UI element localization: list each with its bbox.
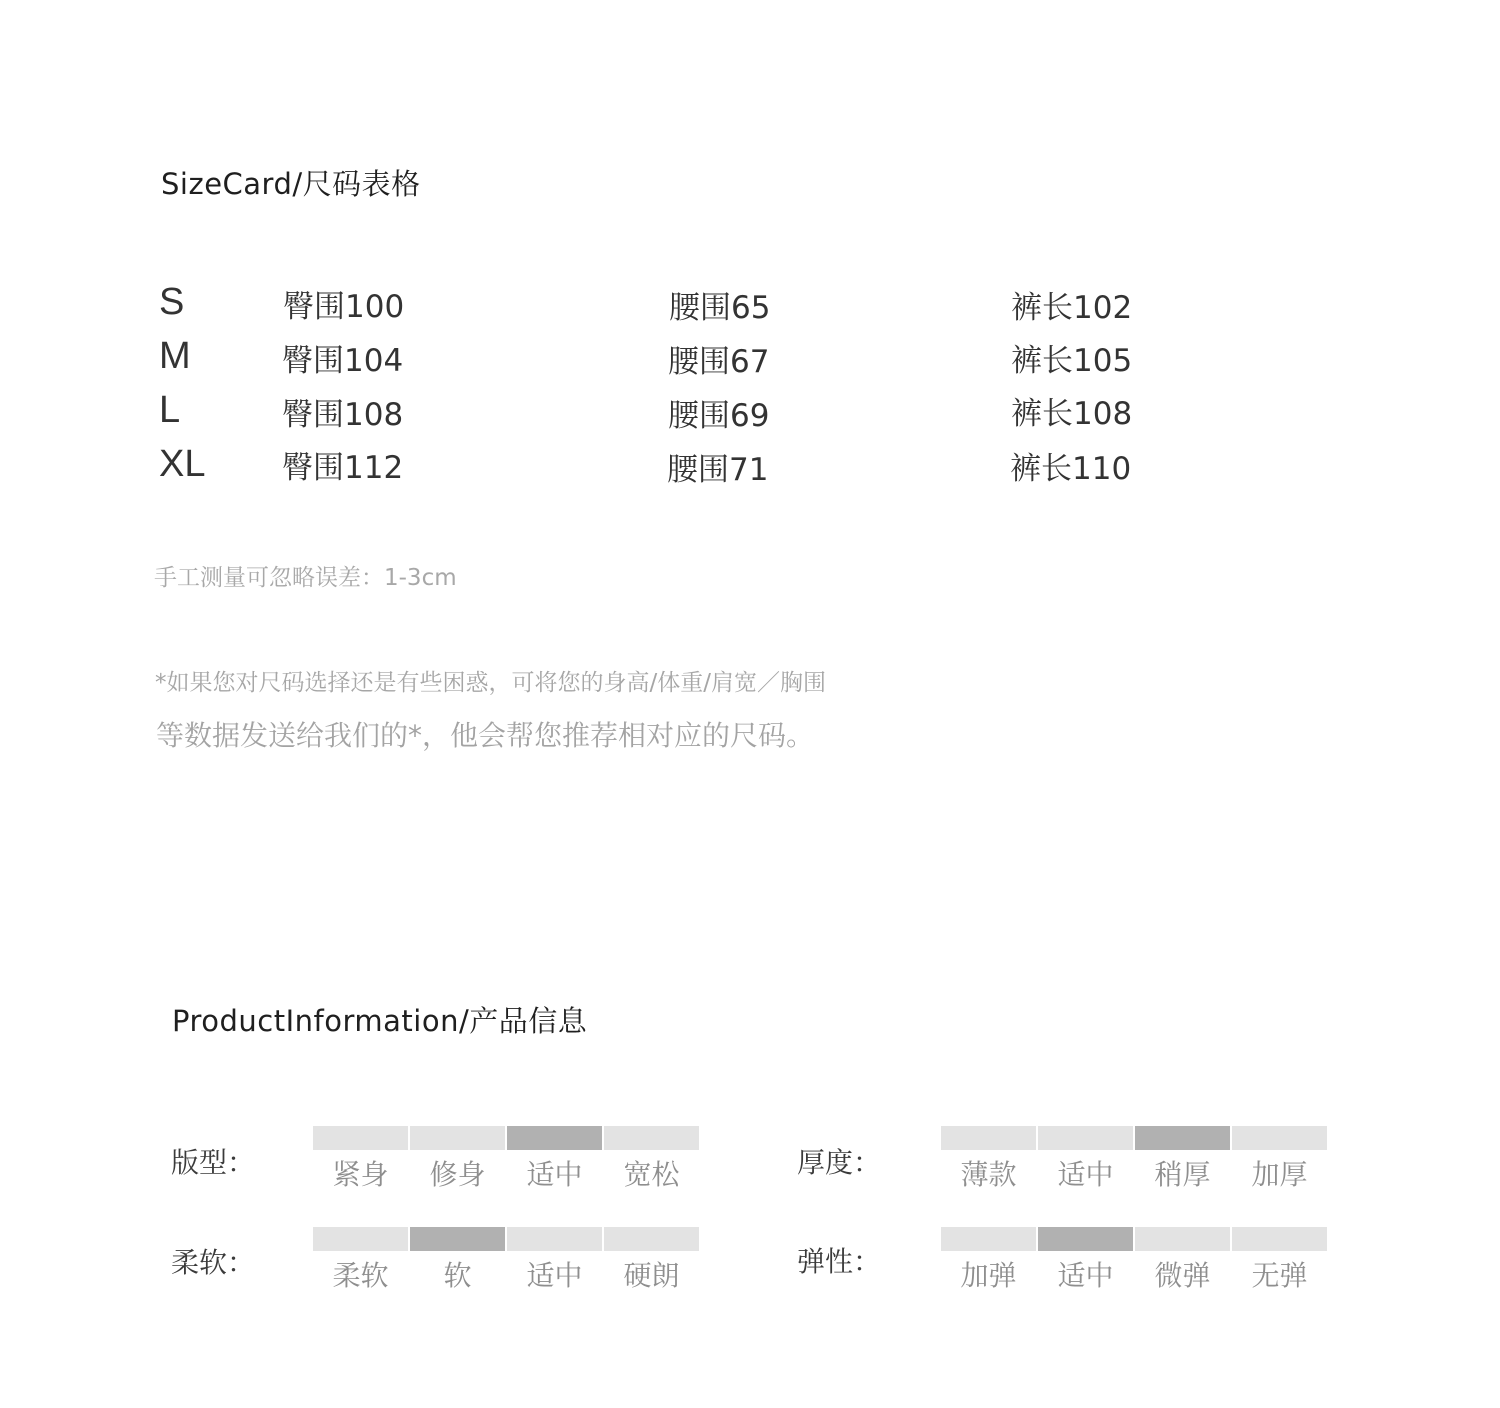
thickness-option-2 <box>1135 1126 1230 1196</box>
elasticity-scale <box>941 1227 1327 1297</box>
softness-option-label: 硬朗 <box>623 1259 680 1292</box>
elasticity-option-0 <box>941 1227 1036 1297</box>
waist-measure-m: 腰围67 <box>668 344 770 380</box>
elasticity-option-label: 适中 <box>1057 1259 1114 1292</box>
thickness-scale <box>941 1126 1327 1196</box>
waist-measure-l: 腰围69 <box>668 398 770 434</box>
thickness-option-3 <box>1232 1126 1327 1196</box>
waist-measure-s: 腰围65 <box>669 290 771 326</box>
softness-option-label: 软 <box>443 1259 472 1292</box>
softness-option-label: 适中 <box>526 1259 583 1292</box>
fit-option-bar <box>410 1126 505 1150</box>
softness-option-bar <box>410 1227 505 1251</box>
fit-option-1 <box>410 1126 505 1196</box>
elasticity-option-3 <box>1232 1227 1327 1297</box>
thickness-option-0 <box>941 1126 1036 1196</box>
measurement-tolerance-note: 手工测量可忽略误差：1-3cm <box>154 565 457 591</box>
elasticity-label: 弹性： <box>797 1245 882 1278</box>
fit-option-2 <box>507 1126 602 1196</box>
softness-option-bar <box>507 1227 602 1251</box>
fit-option-label: 宽松 <box>623 1158 680 1191</box>
elasticity-option-1 <box>1038 1227 1133 1297</box>
elasticity-option-bar <box>1232 1227 1327 1251</box>
fit-option-bar <box>507 1126 602 1150</box>
softness-label: 柔软： <box>171 1246 256 1279</box>
thickness-option-bar <box>1135 1126 1230 1150</box>
fit-option-3 <box>604 1126 699 1196</box>
thickness-option-bar <box>1232 1126 1327 1150</box>
softness-option-0 <box>313 1227 408 1297</box>
size-label-xl: XL <box>159 443 206 485</box>
softness-option-bar <box>604 1227 699 1251</box>
thickness-option-label: 适中 <box>1057 1158 1114 1191</box>
softness-option-3 <box>604 1227 699 1297</box>
hip-measure-l: 臀围108 <box>282 397 404 433</box>
elasticity-option-label: 加弹 <box>960 1259 1017 1292</box>
elasticity-option-bar <box>941 1227 1036 1251</box>
size-advice-line-2: 等数据发送给我们的*，他会帮您推荐相对应的尺码。 <box>156 719 815 752</box>
thickness-option-label: 稍厚 <box>1154 1158 1211 1191</box>
thickness-option-bar <box>941 1126 1036 1150</box>
thickness-option-bar <box>1038 1126 1133 1150</box>
size-label-m: M <box>159 335 191 377</box>
length-measure-m: 裤长105 <box>1011 343 1133 379</box>
fit-scale <box>313 1126 699 1196</box>
softness-option-1 <box>410 1227 505 1297</box>
fit-option-bar <box>313 1126 408 1150</box>
size-label-s: S <box>159 281 185 323</box>
thickness-label: 厚度： <box>797 1146 882 1179</box>
fit-option-label: 适中 <box>526 1158 583 1191</box>
softness-scale <box>313 1227 699 1297</box>
product-info-title: ProductInformation/产品信息 <box>172 1004 588 1038</box>
elasticity-option-bar <box>1038 1227 1133 1251</box>
fit-option-0 <box>313 1126 408 1196</box>
elasticity-option-label: 微弹 <box>1154 1259 1211 1292</box>
elasticity-option-2 <box>1135 1227 1230 1297</box>
hip-measure-xl: 臀围112 <box>282 450 404 486</box>
size-label-l: L <box>159 389 181 431</box>
length-measure-l: 裤长108 <box>1011 396 1133 432</box>
thickness-option-1 <box>1038 1126 1133 1196</box>
softness-option-2 <box>507 1227 602 1297</box>
waist-measure-xl: 腰围71 <box>667 452 769 488</box>
fit-option-label: 紧身 <box>332 1158 389 1191</box>
hip-measure-m: 臀围104 <box>282 343 404 379</box>
elasticity-option-bar <box>1135 1227 1230 1251</box>
elasticity-option-label: 无弹 <box>1251 1259 1308 1292</box>
fit-label: 版型： <box>171 1146 256 1179</box>
thickness-option-label: 薄款 <box>960 1158 1017 1191</box>
hip-measure-s: 臀围100 <box>283 289 405 325</box>
size-card-title: SizeCard/尺码表格 <box>161 167 421 201</box>
fit-option-bar <box>604 1126 699 1150</box>
softness-option-label: 柔软 <box>332 1259 389 1292</box>
size-advice-line-1: *如果您对尺码选择还是有些困惑，可将您的身高/体重/肩宽／胸围 <box>155 670 826 696</box>
fit-option-label: 修身 <box>429 1158 486 1191</box>
length-measure-xl: 裤长110 <box>1010 451 1132 487</box>
softness-option-bar <box>313 1227 408 1251</box>
length-measure-s: 裤长102 <box>1011 290 1133 326</box>
thickness-option-label: 加厚 <box>1251 1158 1308 1191</box>
